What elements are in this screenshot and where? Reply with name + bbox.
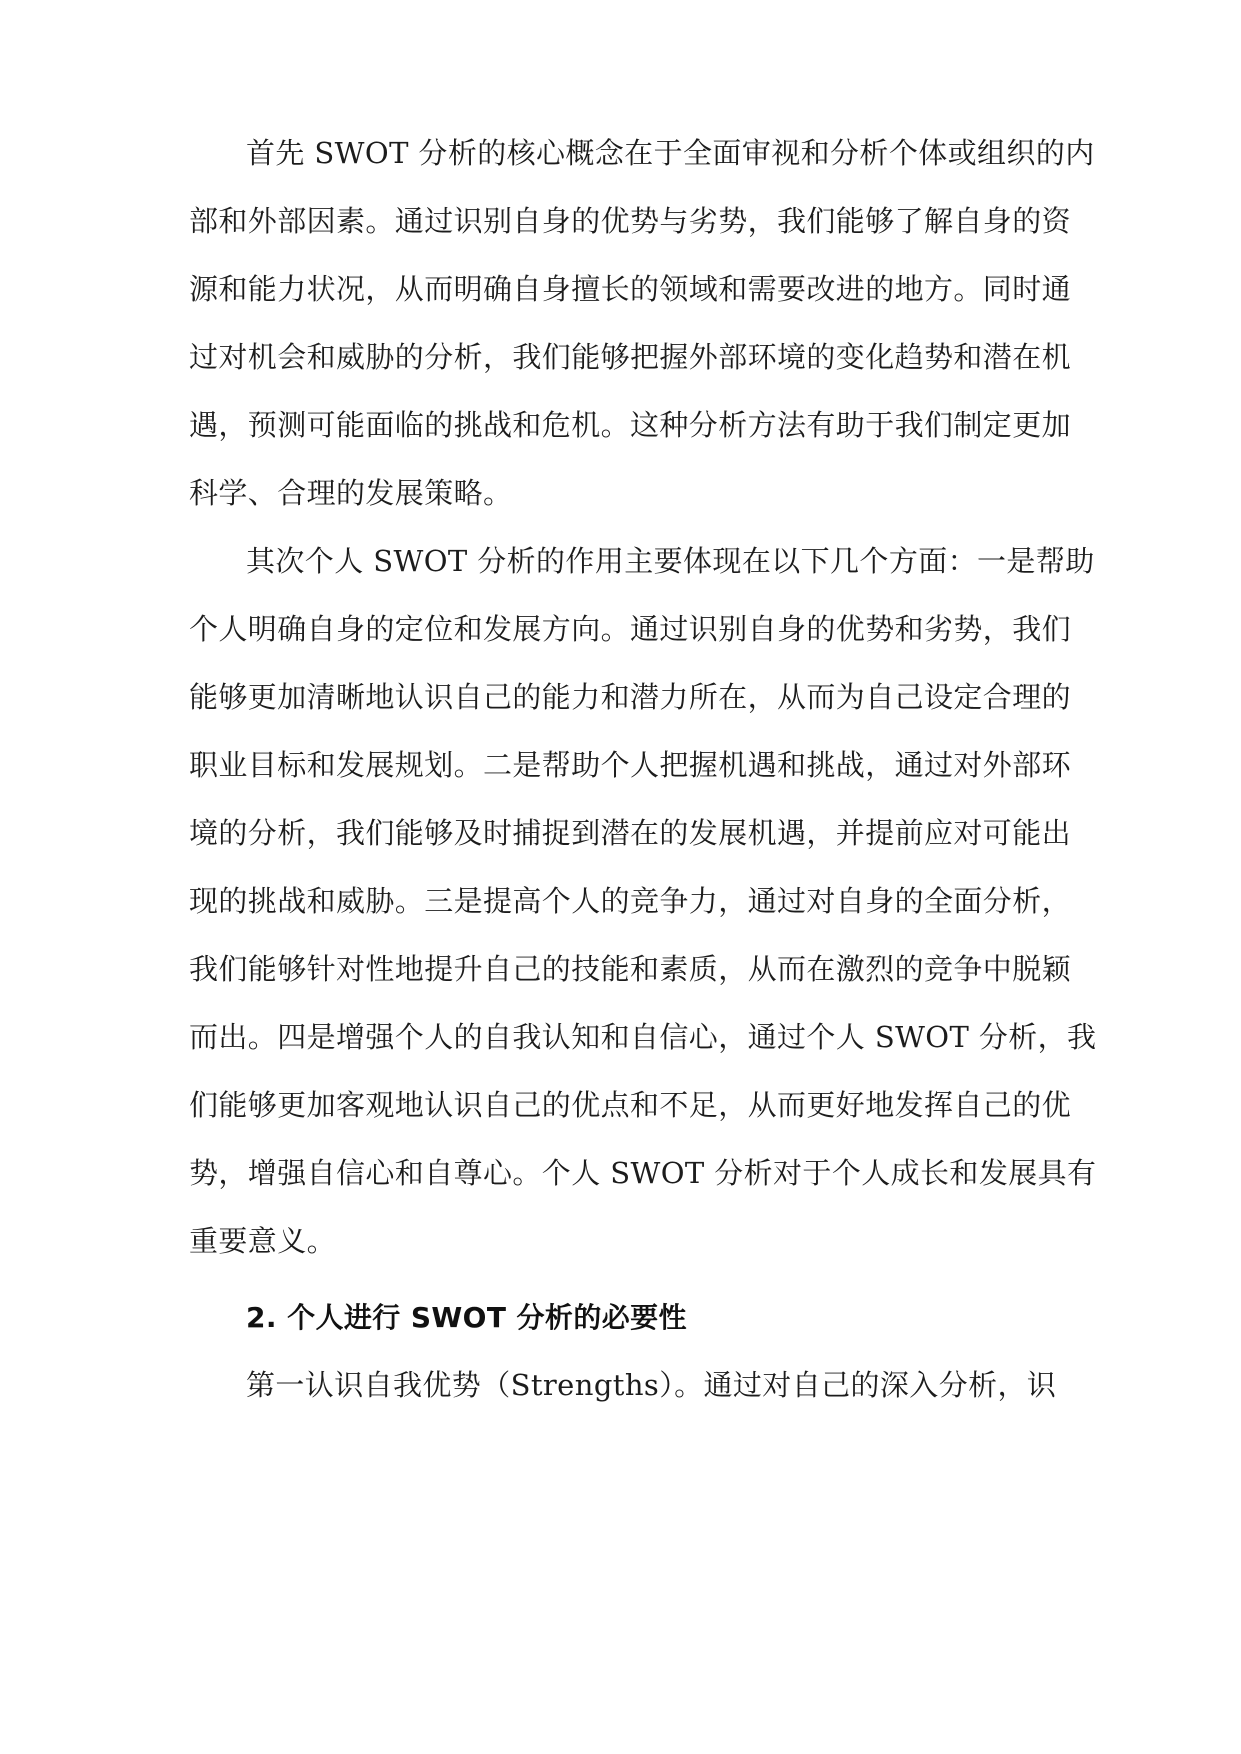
paragraph-3-line-1: 第一认识自我优势（Strengths）。通过对自己的深入分析，识 (246, 1368, 1057, 1402)
paragraph-1-line-5: 遇，预测可能面临的挑战和危机。这种分析方法有助于我们制定更加 (189, 408, 1072, 442)
paragraph-2-line-4: 职业目标和发展规划。二是帮助个人把握机遇和挑战，通过对外部环 (189, 748, 1072, 782)
paragraph-1-line-4: 过对机会和威胁的分析，我们能够把握外部环境的变化趋势和潜在机 (189, 340, 1072, 374)
paragraph-2-line-10: 势，增强自信心和自尊心。个人 SWOT 分析对于个人成长和发展具有 (189, 1156, 1097, 1190)
paragraph-1-line-2: 部和外部因素。通过识别自身的优势与劣势，我们能够了解自身的资 (189, 204, 1072, 238)
paragraph-2-line-7: 我们能够针对性地提升自己的技能和素质，从而在激烈的竞争中脱颖 (189, 952, 1072, 986)
paragraph-2-line-9: 们能够更加客观地认识自己的优点和不足，从而更好地发挥自己的优 (189, 1088, 1072, 1122)
paragraph-2-line-2: 个人明确自身的定位和发展方向。通过识别自身的优势和劣势，我们 (189, 612, 1072, 646)
paragraph-2-line-11: 重要意义。 (189, 1224, 337, 1258)
paragraph-2-line-8: 而出。四是增强个人的自我认知和自信心，通过个人 SWOT 分析，我 (189, 1020, 1097, 1054)
paragraph-2-line-5: 境的分析，我们能够及时捕捉到潜在的发展机遇，并提前应对可能出 (189, 816, 1072, 850)
section-heading: 2. 个人进行 SWOT 分析的必要性 (246, 1301, 687, 1334)
paragraph-1-line-3: 源和能力状况，从而明确自身擅长的领域和需要改进的地方。同时通 (189, 272, 1072, 306)
paragraph-2-line-6: 现的挑战和威胁。三是提高个人的竞争力，通过对自身的全面分析， (189, 884, 1072, 918)
paragraph-2-line-3: 能够更加清晰地认识自己的能力和潜力所在，从而为自己设定合理的 (189, 680, 1072, 714)
paragraph-2-line-1: 其次个人 SWOT 分析的作用主要体现在以下几个方面：一是帮助 (246, 544, 1095, 578)
paragraph-1-line-6: 科学、合理的发展策略。 (189, 476, 513, 510)
paragraph-1-line-1: 首先 SWOT 分析的核心概念在于全面审视和分析个体或组织的内 (246, 136, 1095, 170)
